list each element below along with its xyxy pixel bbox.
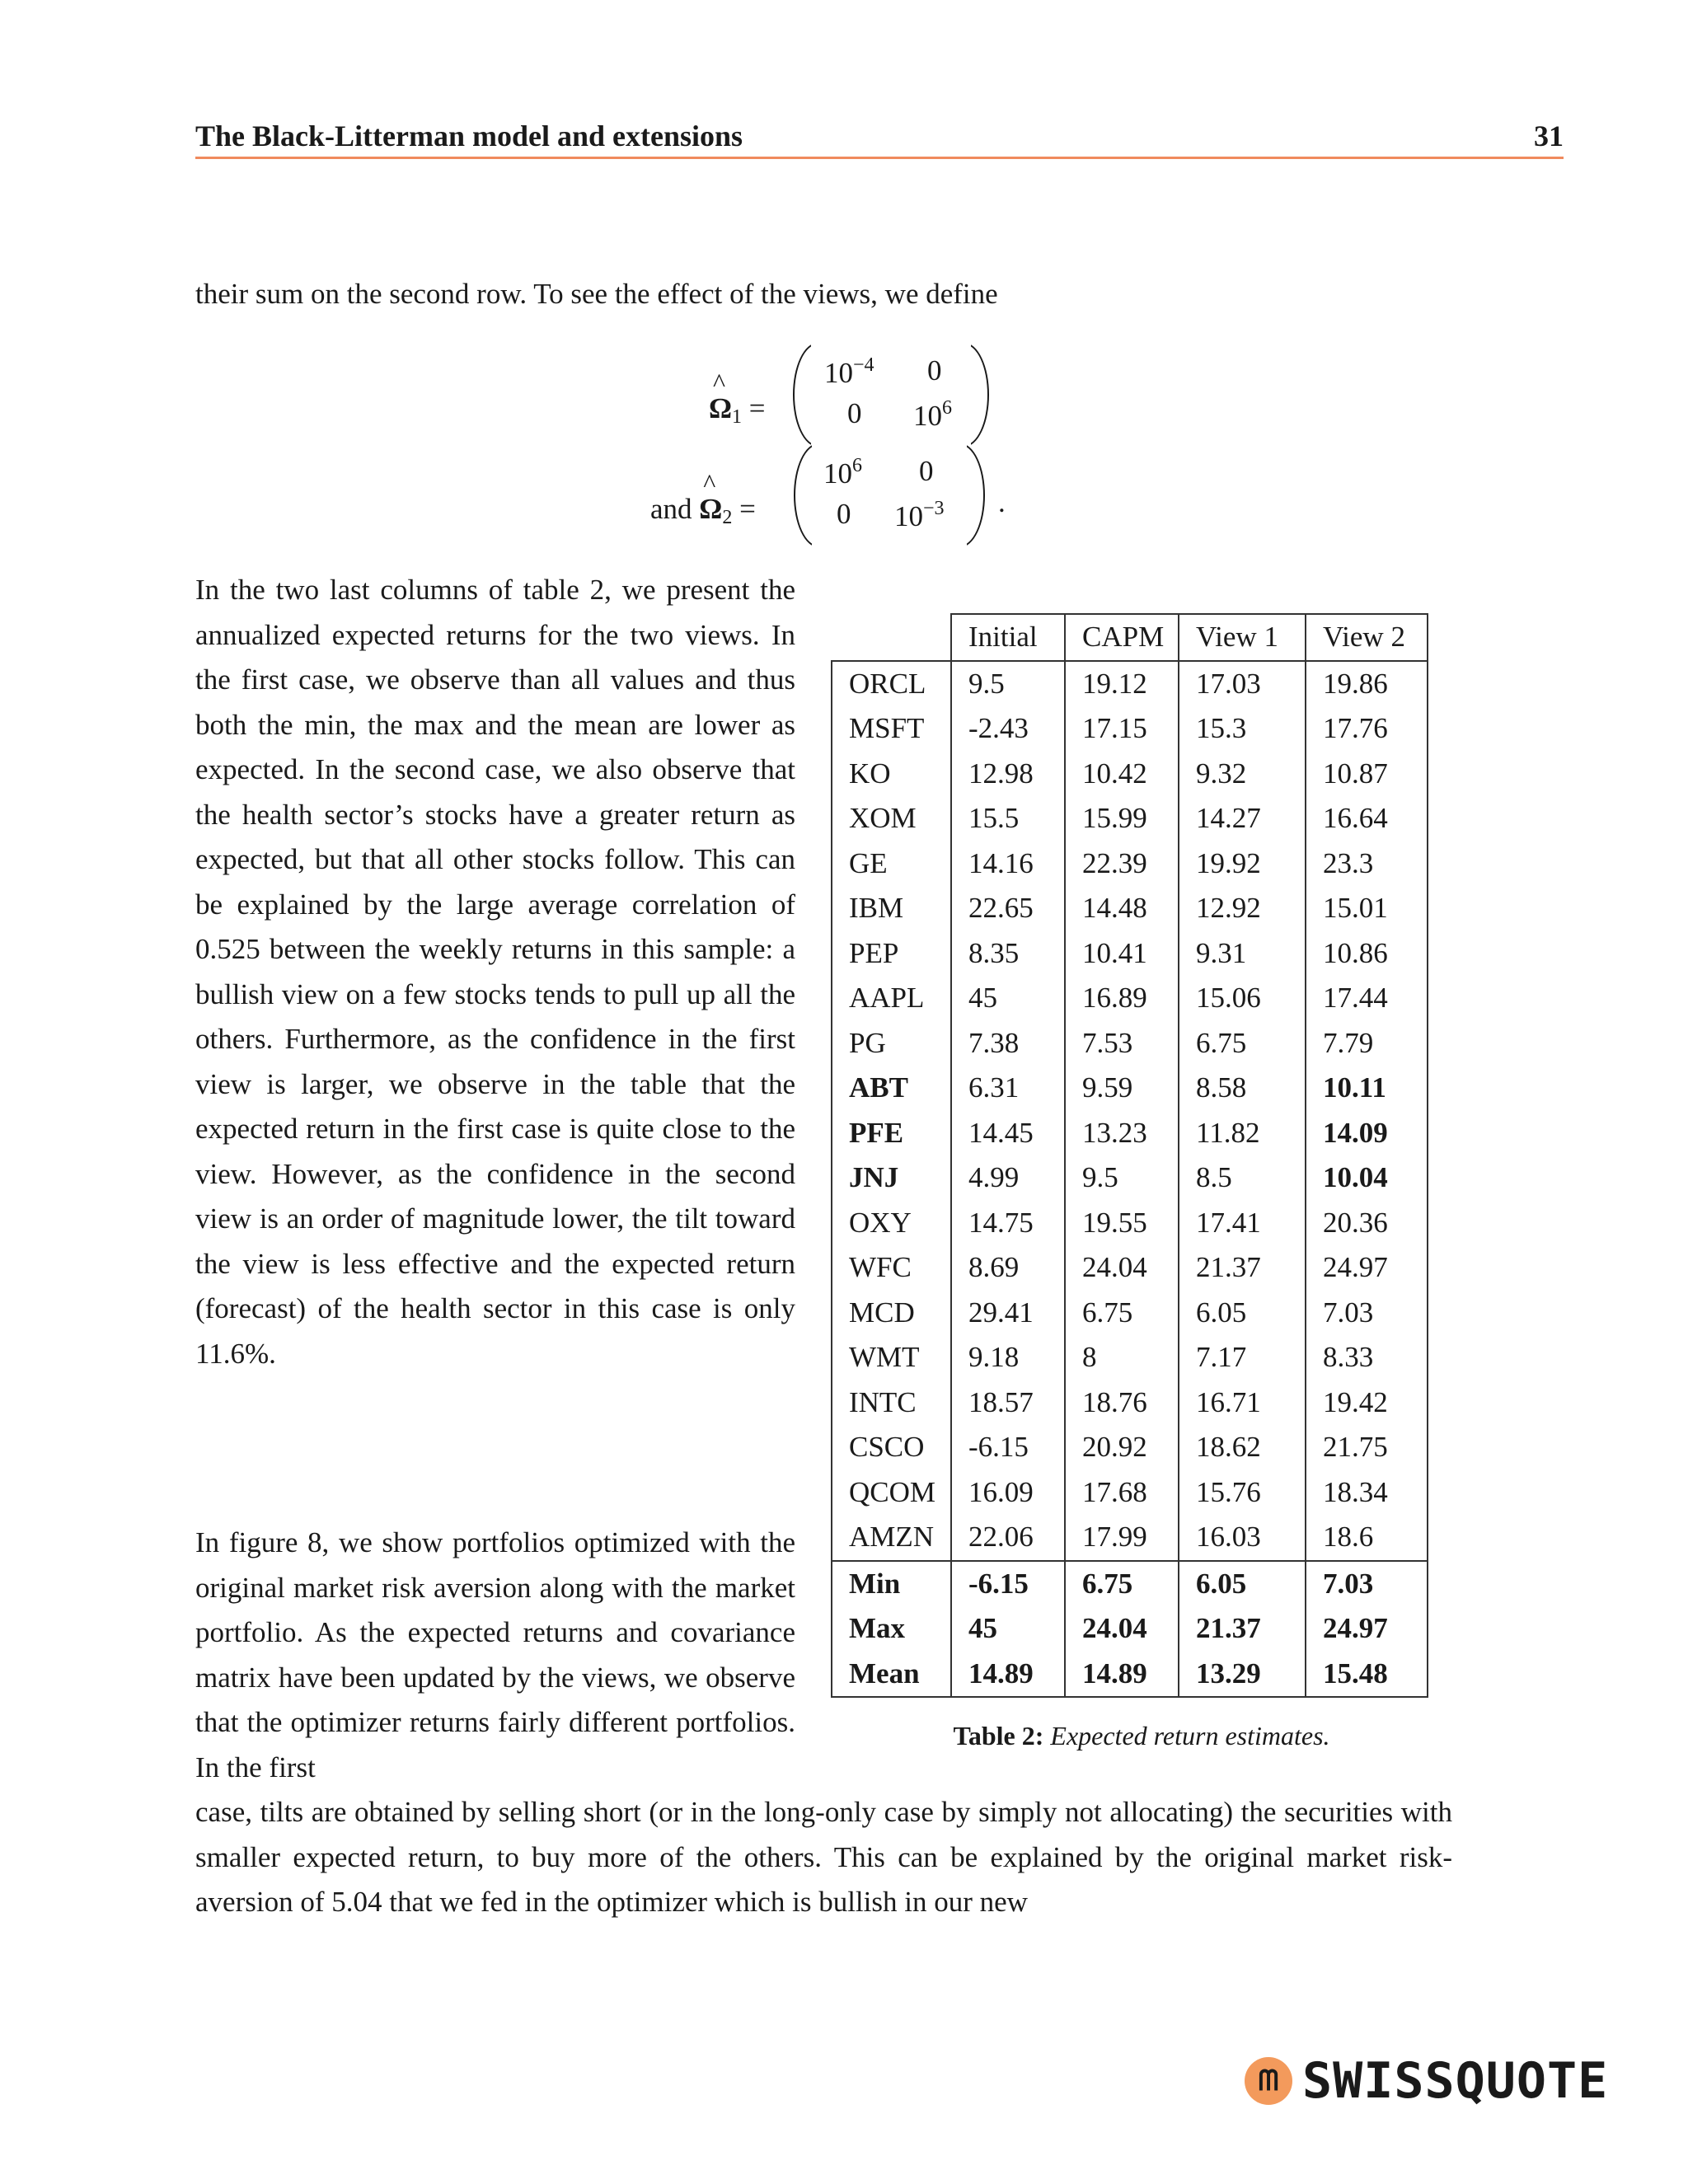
value-cell: 8.35 [951, 931, 1065, 977]
table-row [832, 1380, 1428, 1426]
summary-value-cell: 45 [951, 1606, 1065, 1652]
ticker-cell: MSFT [832, 706, 951, 752]
value-cell: 18.62 [1179, 1425, 1306, 1470]
value-cell: -2.43 [951, 706, 1065, 752]
table-row [832, 1335, 1428, 1380]
value-cell: 16.03 [1179, 1515, 1306, 1561]
value-cell: 14.16 [951, 841, 1065, 887]
intro-text: their sum on the second row. To see the effect of the views, we define [195, 278, 998, 310]
summary-row [832, 1652, 1428, 1698]
ticker-cell: OXY [832, 1201, 951, 1246]
running-header [195, 114, 1564, 159]
equation-period: . [998, 486, 1006, 518]
ticker-cell: AMZN [832, 1515, 951, 1561]
ticker-cell: PFE [832, 1111, 951, 1156]
value-cell: 9.5 [1065, 1155, 1179, 1201]
ticker-cell: XOM [832, 796, 951, 841]
table-row [832, 1515, 1428, 1561]
value-cell: 20.92 [1065, 1425, 1179, 1470]
ticker-cell: INTC [832, 1380, 951, 1426]
table-row [832, 752, 1428, 797]
value-cell: 9.32 [1179, 752, 1306, 797]
value-cell: 18.6 [1306, 1515, 1428, 1561]
value-cell: 8.5 [1179, 1155, 1306, 1201]
value-cell: 14.09 [1306, 1111, 1428, 1156]
running-title: The Black-Litterman model and extensions [195, 120, 743, 152]
summary-value-cell: 6.75 [1065, 1561, 1179, 1607]
summary-label-cell: Mean [832, 1652, 951, 1698]
value-cell: 10.86 [1306, 931, 1428, 977]
table-row [832, 1111, 1428, 1156]
value-cell: 16.09 [951, 1470, 1065, 1516]
table-row [832, 1470, 1428, 1516]
ticker-cell: AAPL [832, 976, 951, 1021]
value-cell: 13.23 [1065, 1111, 1179, 1156]
expected-returns-table [831, 613, 1428, 1698]
value-cell: 18.76 [1065, 1380, 1179, 1426]
value-cell: 12.92 [1179, 886, 1306, 931]
value-cell: 17.03 [1179, 661, 1306, 707]
value-cell: 10.11 [1306, 1066, 1428, 1111]
table-row [832, 706, 1428, 752]
left-paren [790, 443, 812, 549]
ticker-cell: MCD [832, 1291, 951, 1336]
value-cell: 15.5 [951, 796, 1065, 841]
table-row [832, 1291, 1428, 1336]
summary-value-cell: 7.03 [1306, 1561, 1428, 1607]
value-cell: 15.99 [1065, 796, 1179, 841]
value-cell: 17.41 [1179, 1201, 1306, 1246]
omega-hat-symbol: ^ Ω [699, 468, 723, 525]
value-cell: 19.92 [1179, 841, 1306, 887]
table-header-cell [832, 614, 951, 661]
swissquote-logo-icon: ᗰ [1245, 2057, 1292, 2105]
value-cell: 11.82 [1179, 1111, 1306, 1156]
value-cell: 6.05 [1179, 1291, 1306, 1336]
value-cell: 17.15 [1065, 706, 1179, 752]
body-paragraph-2: In figure 8, we show portfolios optimized with the original market risk aversion along with the market portfolio. As the expected returns and covariance matrix have been updated by the views, we observe that the optimizer returns fairly different portfolios. In the first [195, 1526, 795, 1783]
value-cell: 19.86 [1306, 661, 1428, 707]
left-paren [790, 343, 811, 448]
value-cell: 15.01 [1306, 886, 1428, 931]
value-cell: 4.99 [951, 1155, 1065, 1201]
value-cell: 7.79 [1306, 1021, 1428, 1066]
swissquote-wordmark: SWISSQUOTE [1302, 2052, 1609, 2110]
value-cell: 18.34 [1306, 1470, 1428, 1516]
table-row [832, 1425, 1428, 1470]
value-cell: 9.18 [951, 1335, 1065, 1380]
value-cell: 24.97 [1306, 1245, 1428, 1291]
matrix-cell: $10^6$ [823, 455, 862, 490]
ticker-cell: PEP [832, 931, 951, 977]
table-row [832, 1201, 1428, 1246]
ticker-cell: JNJ [832, 1155, 951, 1201]
table-header-cell: Initial [951, 614, 1065, 661]
matrix-cell: 0 [847, 397, 862, 429]
value-cell: 9.5 [951, 661, 1065, 707]
table-row [832, 931, 1428, 977]
summary-value-cell: 13.29 [1179, 1652, 1306, 1698]
table-header-cell: View 1 [1179, 614, 1306, 661]
table-header-cell: CAPM [1065, 614, 1179, 661]
caption-label: Table 2: [953, 1721, 1044, 1750]
caption-text: Expected return estimates. [1050, 1721, 1330, 1750]
matrix-cell: $10^{-3}$ [894, 498, 945, 532]
value-cell: 17.76 [1306, 706, 1428, 752]
value-cell: 7.17 [1179, 1335, 1306, 1380]
value-cell: 10.87 [1306, 752, 1428, 797]
value-cell: -6.15 [951, 1425, 1065, 1470]
body-paragraph-1: In the two last columns of table 2, we present the annualized expected returns for the two views. In the first case, we observe than all values and thus both the min, the max and the mean are lower as expected. In the second case, we also observe that the health sector’s stocks have a greater return as expected, but that all other stocks follow. This can be explained by the large average correlation of 0.525 between the weekly returns in this sample: a bullish view on a few stocks tends to pull up all the others. Furthermore, as the confidence in the first view is larger, we observe in the table that the expected return in the first case is quite close to the view. However, as the confidence in the second view is an order of magnitude lower, the tilt toward the view is less effective and the expected return (forecast) of the health sector in this case is only 11.6%. [195, 574, 795, 1370]
value-cell: 14.48 [1065, 886, 1179, 931]
value-cell: 17.68 [1065, 1470, 1179, 1516]
summary-row [832, 1606, 1428, 1652]
value-cell: 19.55 [1065, 1201, 1179, 1246]
ticker-cell: ABT [832, 1066, 951, 1111]
table-header-cell: View 2 [1306, 614, 1428, 661]
summary-value-cell: -6.15 [951, 1561, 1065, 1607]
summary-value-cell: 6.05 [1179, 1561, 1306, 1607]
equation-lhs: ^ $\Omega_1$ = [709, 368, 766, 428]
right-paren [967, 443, 988, 549]
value-cell: 22.65 [951, 886, 1065, 931]
page-number: 31 [1534, 120, 1564, 152]
table-row [832, 661, 1428, 707]
value-cell: 8.58 [1179, 1066, 1306, 1111]
value-cell: 16.89 [1065, 976, 1179, 1021]
value-cell: 20.36 [1306, 1201, 1428, 1246]
summary-value-cell: 24.04 [1065, 1606, 1179, 1652]
value-cell: 22.06 [951, 1515, 1065, 1561]
ticker-cell: KO [832, 752, 951, 797]
summary-value-cell: 14.89 [951, 1652, 1065, 1698]
value-cell: 17.44 [1306, 976, 1428, 1021]
table-row [832, 796, 1428, 841]
equation-lhs: and ^ $\Omega_2$ = [650, 468, 756, 528]
ticker-cell: CSCO [832, 1425, 951, 1470]
value-cell: 7.03 [1306, 1291, 1428, 1336]
matrix-cell: 0 [919, 455, 934, 487]
value-cell: 9.59 [1065, 1066, 1179, 1111]
value-cell: 18.57 [951, 1380, 1065, 1426]
value-cell: 14.45 [951, 1111, 1065, 1156]
value-cell: 19.42 [1306, 1380, 1428, 1426]
summary-label-cell: Max [832, 1606, 951, 1652]
omega-hat-symbol: ^ Ω [709, 368, 733, 424]
value-cell: 15.76 [1179, 1470, 1306, 1516]
value-cell: 7.53 [1065, 1021, 1179, 1066]
value-cell: 9.31 [1179, 931, 1306, 977]
value-cell: 10.42 [1065, 752, 1179, 797]
summary-row [832, 1561, 1428, 1607]
equation-omega-2 [649, 443, 1011, 551]
table-summary [832, 1561, 1428, 1698]
table-row [832, 1066, 1428, 1111]
value-cell: 24.04 [1065, 1245, 1179, 1291]
ticker-cell: WMT [832, 1335, 951, 1380]
value-cell: 15.06 [1179, 976, 1306, 1021]
ticker-cell: PG [832, 1021, 951, 1066]
value-cell: 15.3 [1179, 706, 1306, 752]
value-cell: 12.98 [951, 752, 1065, 797]
value-cell: 8.69 [951, 1245, 1065, 1291]
table-header-row [832, 614, 1428, 661]
ticker-cell: WFC [832, 1245, 951, 1291]
matrix-cell: 0 [927, 354, 942, 387]
ticker-cell: QCOM [832, 1470, 951, 1516]
ticker-cell: GE [832, 841, 951, 887]
value-cell: 6.31 [951, 1066, 1065, 1111]
value-cell: 21.75 [1306, 1425, 1428, 1470]
value-cell: 16.64 [1306, 796, 1428, 841]
value-cell: 16.71 [1179, 1380, 1306, 1426]
value-cell: 17.99 [1065, 1515, 1179, 1561]
value-cell: 10.04 [1306, 1155, 1428, 1201]
right-paren [971, 343, 992, 448]
value-cell: 45 [951, 976, 1065, 1021]
table-row [832, 976, 1428, 1021]
value-cell: 29.41 [951, 1291, 1065, 1336]
matrix-cell: $10^6$ [913, 397, 952, 432]
equation-omega-1 [701, 343, 997, 450]
table-row [832, 841, 1428, 887]
body-paragraph-2-continued: case, tilts are obtained by selling short (or in the long-only case by simply not allocating) the securities with smaller expected return, to buy more of the others. This can be explained by the original market risk-aversion of 5.04 that we fed in the optimizer which is bullish in our new [195, 1796, 1452, 1918]
value-cell: 8.33 [1306, 1335, 1428, 1380]
table-caption [832, 1721, 1451, 1751]
value-cell: 7.38 [951, 1021, 1065, 1066]
matrix-cell: 0 [837, 498, 851, 530]
summary-value-cell: 24.97 [1306, 1606, 1428, 1652]
table-body [832, 661, 1428, 1561]
table-row [832, 1245, 1428, 1291]
value-cell: 14.27 [1179, 796, 1306, 841]
value-cell: 19.12 [1065, 661, 1179, 707]
table-row [832, 886, 1428, 931]
table-row [832, 1155, 1428, 1201]
value-cell: 6.75 [1065, 1291, 1179, 1336]
value-cell: 6.75 [1179, 1021, 1306, 1066]
ticker-cell: ORCL [832, 661, 951, 707]
ticker-cell: IBM [832, 886, 951, 931]
value-cell: 10.41 [1065, 931, 1179, 977]
summary-value-cell: 15.48 [1306, 1652, 1428, 1698]
summary-value-cell: 14.89 [1065, 1652, 1179, 1698]
value-cell: 21.37 [1179, 1245, 1306, 1291]
value-cell: 14.75 [951, 1201, 1065, 1246]
summary-label-cell: Min [832, 1561, 951, 1607]
value-cell: 22.39 [1065, 841, 1179, 887]
value-cell: 8 [1065, 1335, 1179, 1380]
value-cell: 23.3 [1306, 841, 1428, 887]
summary-value-cell: 21.37 [1179, 1606, 1306, 1652]
table-row [832, 1021, 1428, 1066]
matrix-cell: $10^{-4}$ [824, 354, 874, 389]
